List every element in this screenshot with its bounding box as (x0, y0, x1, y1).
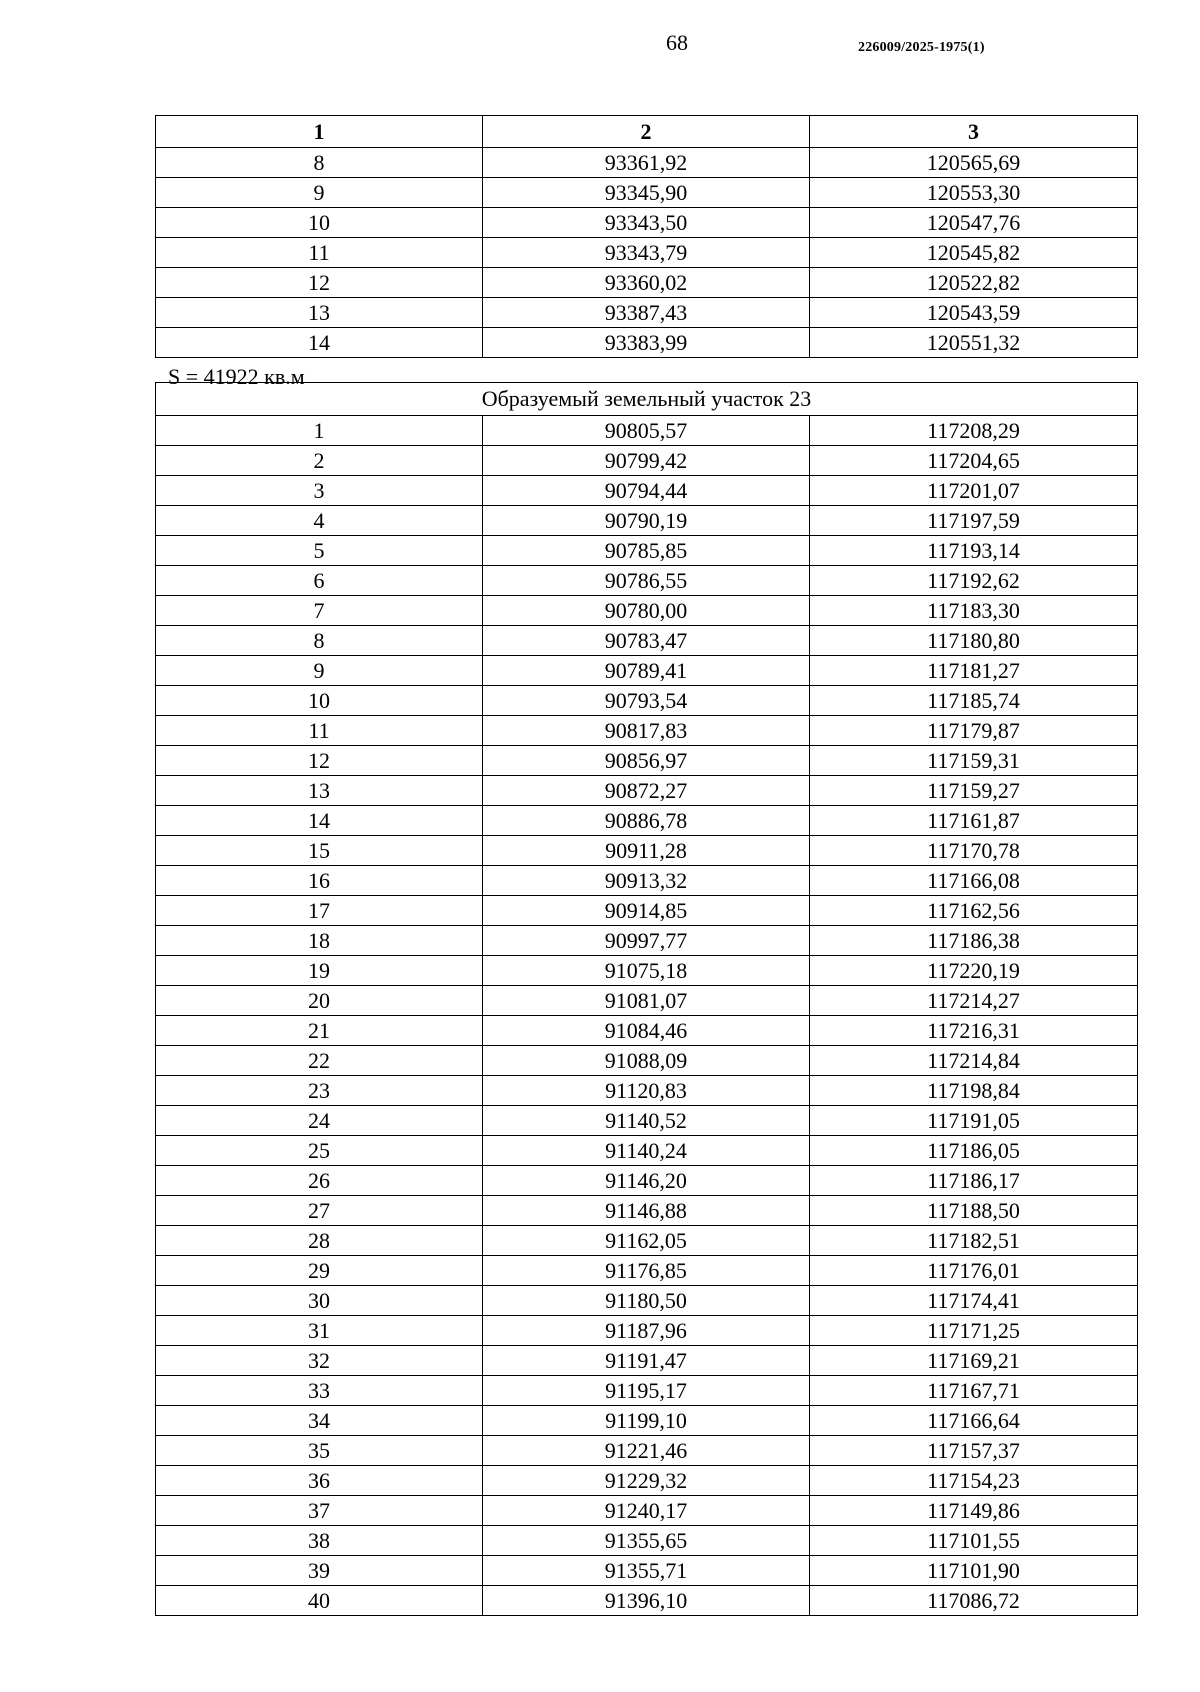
point-number-cell: 12 (156, 746, 483, 776)
x-coordinate-cell: 93343,79 (483, 238, 810, 268)
y-coordinate-cell: 117204,65 (810, 446, 1138, 476)
parcel-title: Образуемый земельный участок 23 (156, 383, 1138, 416)
y-coordinate-cell: 117181,27 (810, 656, 1138, 686)
point-number-cell: 39 (156, 1556, 483, 1586)
x-coordinate-cell: 93343,50 (483, 208, 810, 238)
x-coordinate-cell: 91355,65 (483, 1526, 810, 1556)
table-row (156, 148, 1138, 178)
y-coordinate-cell: 120522,82 (810, 268, 1138, 298)
x-coordinate-cell: 91120,83 (483, 1076, 810, 1106)
point-number-cell: 12 (156, 268, 483, 298)
table-row (156, 298, 1138, 328)
table-row (156, 656, 1138, 686)
y-coordinate-cell: 117188,50 (810, 1196, 1138, 1226)
table-row (156, 1136, 1138, 1166)
y-coordinate-cell: 117166,64 (810, 1406, 1138, 1436)
x-coordinate-cell: 91081,07 (483, 986, 810, 1016)
x-coordinate-cell: 90789,41 (483, 656, 810, 686)
y-coordinate-cell: 120565,69 (810, 148, 1138, 178)
point-number-cell: 36 (156, 1466, 483, 1496)
table-row (156, 446, 1138, 476)
table-row (156, 1466, 1138, 1496)
x-coordinate-cell: 91355,71 (483, 1556, 810, 1586)
table-row (156, 208, 1138, 238)
y-coordinate-cell: 117214,27 (810, 986, 1138, 1016)
x-coordinate-cell: 90817,83 (483, 716, 810, 746)
y-coordinate-cell: 117183,30 (810, 596, 1138, 626)
table-row (156, 1526, 1138, 1556)
x-coordinate-cell: 91180,50 (483, 1286, 810, 1316)
y-coordinate-cell: 117149,86 (810, 1496, 1138, 1526)
x-coordinate-cell: 93361,92 (483, 148, 810, 178)
point-number-cell: 27 (156, 1196, 483, 1226)
coordinates-table-continued (155, 115, 1138, 358)
table-row (156, 416, 1138, 446)
y-coordinate-cell: 117101,55 (810, 1526, 1138, 1556)
x-coordinate-cell: 90856,97 (483, 746, 810, 776)
table-row (156, 1106, 1138, 1136)
x-coordinate-cell: 90785,85 (483, 536, 810, 566)
x-coordinate-cell: 91162,05 (483, 1226, 810, 1256)
table-row (156, 806, 1138, 836)
table-row (156, 1286, 1138, 1316)
y-coordinate-cell: 117161,87 (810, 806, 1138, 836)
page-number: 68 (666, 30, 688, 55)
point-number-cell: 1 (156, 416, 483, 446)
x-coordinate-cell: 90793,54 (483, 686, 810, 716)
table-row (156, 506, 1138, 536)
point-number-cell: 22 (156, 1046, 483, 1076)
table-row (156, 178, 1138, 208)
point-number-cell: 37 (156, 1496, 483, 1526)
y-coordinate-cell: 117193,14 (810, 536, 1138, 566)
x-coordinate-cell: 91075,18 (483, 956, 810, 986)
x-coordinate-cell: 90805,57 (483, 416, 810, 446)
table-row (156, 238, 1138, 268)
area-label: S = 41922 кв.м (168, 364, 305, 389)
point-number-cell: 28 (156, 1226, 483, 1256)
point-number-cell: 10 (156, 686, 483, 716)
y-coordinate-cell: 117191,05 (810, 1106, 1138, 1136)
y-coordinate-cell: 117166,08 (810, 866, 1138, 896)
y-coordinate-cell: 120551,32 (810, 328, 1138, 358)
x-coordinate-cell: 91221,46 (483, 1436, 810, 1466)
x-coordinate-cell: 90786,55 (483, 566, 810, 596)
point-number-cell: 2 (156, 446, 483, 476)
point-number-cell: 40 (156, 1586, 483, 1616)
point-number-cell: 13 (156, 776, 483, 806)
column-header: 1 (156, 116, 483, 148)
point-number-cell: 9 (156, 656, 483, 686)
point-number-cell: 25 (156, 1136, 483, 1166)
point-number-cell: 10 (156, 208, 483, 238)
y-coordinate-cell: 120553,30 (810, 178, 1138, 208)
x-coordinate-cell: 93387,43 (483, 298, 810, 328)
x-coordinate-cell: 91396,10 (483, 1586, 810, 1616)
point-number-cell: 24 (156, 1106, 483, 1136)
table-row (156, 896, 1138, 926)
point-number-cell: 6 (156, 566, 483, 596)
y-coordinate-cell: 117169,21 (810, 1346, 1138, 1376)
table-row (156, 1076, 1138, 1106)
x-coordinate-cell: 91195,17 (483, 1376, 810, 1406)
table-row (156, 268, 1138, 298)
x-coordinate-cell: 90913,32 (483, 866, 810, 896)
table-row (156, 476, 1138, 506)
y-coordinate-cell: 117159,31 (810, 746, 1138, 776)
table-row (156, 986, 1138, 1016)
y-coordinate-cell: 117220,19 (810, 956, 1138, 986)
y-coordinate-cell: 117208,29 (810, 416, 1138, 446)
table-row (156, 1256, 1138, 1286)
x-coordinate-cell: 93360,02 (483, 268, 810, 298)
x-coordinate-cell: 91146,20 (483, 1166, 810, 1196)
y-coordinate-cell: 117198,84 (810, 1076, 1138, 1106)
table-row (156, 1586, 1138, 1616)
point-number-cell: 23 (156, 1076, 483, 1106)
x-coordinate-cell: 90997,77 (483, 926, 810, 956)
x-coordinate-cell: 91140,24 (483, 1136, 810, 1166)
table-row (156, 926, 1138, 956)
y-coordinate-cell: 117185,74 (810, 686, 1138, 716)
y-coordinate-cell: 117182,51 (810, 1226, 1138, 1256)
y-coordinate-cell: 117186,17 (810, 1166, 1138, 1196)
point-number-cell: 9 (156, 178, 483, 208)
x-coordinate-cell: 91084,46 (483, 1016, 810, 1046)
point-number-cell: 3 (156, 476, 483, 506)
x-coordinate-cell: 90872,27 (483, 776, 810, 806)
table-row (156, 1166, 1138, 1196)
y-coordinate-cell: 117171,25 (810, 1316, 1138, 1346)
table-row (156, 328, 1138, 358)
table-row (156, 956, 1138, 986)
point-number-cell: 8 (156, 626, 483, 656)
point-number-cell: 29 (156, 1256, 483, 1286)
x-coordinate-cell: 93383,99 (483, 328, 810, 358)
y-coordinate-cell: 117186,38 (810, 926, 1138, 956)
x-coordinate-cell: 91229,32 (483, 1466, 810, 1496)
point-number-cell: 20 (156, 986, 483, 1016)
y-coordinate-cell: 117170,78 (810, 836, 1138, 866)
y-coordinate-cell: 117101,90 (810, 1556, 1138, 1586)
point-number-cell: 19 (156, 956, 483, 986)
x-coordinate-cell: 91240,17 (483, 1496, 810, 1526)
table-row (156, 1496, 1138, 1526)
y-coordinate-cell: 117157,37 (810, 1436, 1138, 1466)
point-number-cell: 31 (156, 1316, 483, 1346)
column-header: 3 (810, 116, 1138, 148)
y-coordinate-cell: 117197,59 (810, 506, 1138, 536)
point-number-cell: 11 (156, 716, 483, 746)
point-number-cell: 32 (156, 1346, 483, 1376)
point-number-cell: 11 (156, 238, 483, 268)
y-coordinate-cell: 117216,31 (810, 1016, 1138, 1046)
table-row (156, 1016, 1138, 1046)
y-coordinate-cell: 117214,84 (810, 1046, 1138, 1076)
x-coordinate-cell: 91140,52 (483, 1106, 810, 1136)
table-row (156, 1226, 1138, 1256)
point-number-cell: 30 (156, 1286, 483, 1316)
point-number-cell: 16 (156, 866, 483, 896)
document-reference: 226009/2025-1975(1) (858, 40, 985, 55)
y-coordinate-cell: 117086,72 (810, 1586, 1138, 1616)
point-number-cell: 17 (156, 896, 483, 926)
y-coordinate-cell: 117167,71 (810, 1376, 1138, 1406)
table-row (156, 1406, 1138, 1436)
y-coordinate-cell: 117176,01 (810, 1256, 1138, 1286)
x-coordinate-cell: 91187,96 (483, 1316, 810, 1346)
point-number-cell: 38 (156, 1526, 483, 1556)
table-row (156, 536, 1138, 566)
point-number-cell: 15 (156, 836, 483, 866)
x-coordinate-cell: 90799,42 (483, 446, 810, 476)
table-row (156, 716, 1138, 746)
y-coordinate-cell: 117180,80 (810, 626, 1138, 656)
parcel-coordinates-table (155, 382, 1138, 1616)
point-number-cell: 26 (156, 1166, 483, 1196)
y-coordinate-cell: 117192,62 (810, 566, 1138, 596)
table-row (156, 866, 1138, 896)
x-coordinate-cell: 91088,09 (483, 1046, 810, 1076)
point-number-cell: 33 (156, 1376, 483, 1406)
y-coordinate-cell: 117159,27 (810, 776, 1138, 806)
x-coordinate-cell: 91199,10 (483, 1406, 810, 1436)
point-number-cell: 18 (156, 926, 483, 956)
y-coordinate-cell: 120545,82 (810, 238, 1138, 268)
y-coordinate-cell: 117186,05 (810, 1136, 1138, 1166)
x-coordinate-cell: 90790,19 (483, 506, 810, 536)
point-number-cell: 7 (156, 596, 483, 626)
point-number-cell: 35 (156, 1436, 483, 1466)
table-row (156, 596, 1138, 626)
point-number-cell: 34 (156, 1406, 483, 1436)
table-row (156, 1436, 1138, 1466)
y-coordinate-cell: 117154,23 (810, 1466, 1138, 1496)
point-number-cell: 21 (156, 1016, 483, 1046)
y-coordinate-cell: 117179,87 (810, 716, 1138, 746)
point-number-cell: 14 (156, 806, 483, 836)
point-number-cell: 8 (156, 148, 483, 178)
table-row (156, 566, 1138, 596)
table-row (156, 1346, 1138, 1376)
y-coordinate-cell: 117201,07 (810, 476, 1138, 506)
table-row (156, 1556, 1138, 1586)
x-coordinate-cell: 90794,44 (483, 476, 810, 506)
table-row (156, 1376, 1138, 1406)
x-coordinate-cell: 90911,28 (483, 836, 810, 866)
point-number-cell: 14 (156, 328, 483, 358)
table-row (156, 746, 1138, 776)
y-coordinate-cell: 120543,59 (810, 298, 1138, 328)
y-coordinate-cell: 117174,41 (810, 1286, 1138, 1316)
table-row (156, 776, 1138, 806)
y-coordinate-cell: 117162,56 (810, 896, 1138, 926)
x-coordinate-cell: 90886,78 (483, 806, 810, 836)
x-coordinate-cell: 90783,47 (483, 626, 810, 656)
point-number-cell: 13 (156, 298, 483, 328)
x-coordinate-cell: 90914,85 (483, 896, 810, 926)
x-coordinate-cell: 91176,85 (483, 1256, 810, 1286)
table-row (156, 686, 1138, 716)
y-coordinate-cell: 120547,76 (810, 208, 1138, 238)
table-row (156, 1196, 1138, 1226)
point-number-cell: 4 (156, 506, 483, 536)
table-row (156, 1046, 1138, 1076)
x-coordinate-cell: 91191,47 (483, 1346, 810, 1376)
x-coordinate-cell: 90780,00 (483, 596, 810, 626)
table-header-row (156, 116, 1138, 148)
x-coordinate-cell: 91146,88 (483, 1196, 810, 1226)
parcel-title-row (156, 383, 1138, 416)
x-coordinate-cell: 93345,90 (483, 178, 810, 208)
column-header: 2 (483, 116, 810, 148)
table-row (156, 626, 1138, 656)
table-row (156, 836, 1138, 866)
table-row (156, 1316, 1138, 1346)
point-number-cell: 5 (156, 536, 483, 566)
